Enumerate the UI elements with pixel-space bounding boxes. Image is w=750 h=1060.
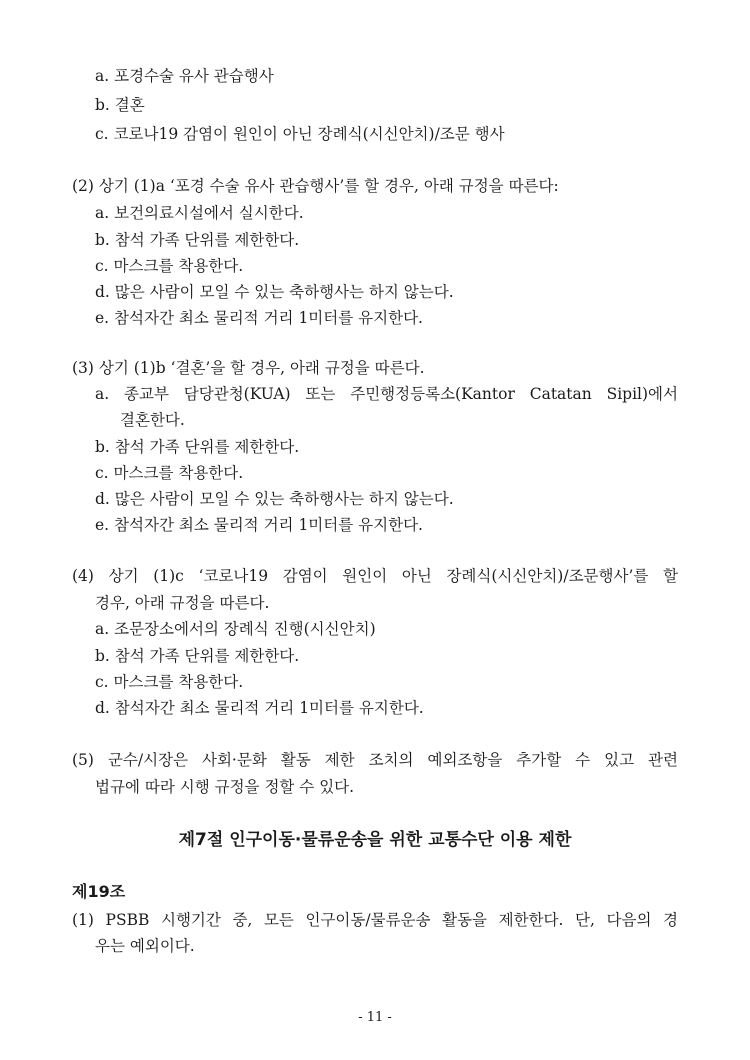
list-item-2c: c. 마스크를 착용한다.	[95, 257, 244, 275]
list-item-4b: b. 참석 가족 단위를 제한한다.	[95, 647, 300, 665]
article-clause-1-line2: 우는 예외이다.	[95, 937, 195, 955]
list-item-2a: a. 보건의료시설에서 실시한다.	[95, 204, 304, 222]
clause-3-title: (3) 상기 (1)b ‘결혼’을 할 경우, 아래 규정을 따른다.	[72, 359, 425, 377]
clause-5-line1: (5) 군수/시장은 사회·문화 활동 제한 조치의 예외조항을 추가할 수 있고 관련	[72, 751, 678, 769]
clause-2-title: (2) 상기 (1)a ‘포경 수술 유사 관습행사’를 할 경우, 아래 규정을 따른다:	[72, 177, 559, 195]
clause-4-title: (4) 상기 (1)c ‘코로나19 감염이 원인이 아닌 장례식(시신안치)/조문행사’를 할	[72, 567, 678, 585]
article-clause-1-line1: (1) PSBB 시행기간 중, 모든 인구이동/물류운송 활동을 제한한다. 단, 다음의 경	[72, 911, 678, 929]
list-item-1a: a. 포경수술 유사 관습행사	[95, 67, 274, 85]
clause-4-title-continued: 경우, 아래 규정을 따른다.	[95, 594, 270, 612]
page-number: - 11 -	[358, 1010, 392, 1025]
clause-5-line2: 법규에 따라 시행 규정을 정할 수 있다.	[95, 778, 355, 796]
list-item-3c: c. 마스크를 착용한다.	[95, 464, 244, 482]
list-item-2b: b. 참석 가족 단위를 제한한다.	[95, 231, 300, 249]
list-item-3b: b. 참석 가족 단위를 제한한다.	[95, 438, 300, 456]
list-item-3a-continued: 결혼한다.	[120, 411, 185, 429]
list-item-2e: e. 참석자간 최소 물리적 거리 1미터를 유지한다.	[95, 309, 423, 327]
list-item-2d: d. 많은 사람이 모일 수 있는 축하행사는 하지 않는다.	[95, 283, 454, 301]
list-item-3e: e. 참석자간 최소 물리적 거리 1미터를 유지한다.	[95, 516, 423, 534]
list-item-4d: d. 참석자간 최소 물리적 거리 1미터를 유지한다.	[95, 699, 424, 717]
section-heading: 제7절 인구이동·물류운송을 위한 교통수단 이용 제한	[178, 830, 572, 850]
list-item-3a: a. 종교부 담당관청(KUA) 또는 주민행정등록소(Kantor Catatan Sipil)에서	[95, 385, 678, 403]
list-item-4a: a. 조문장소에서의 장례식 진행(시신안치)	[95, 620, 376, 638]
list-item-3d: d. 많은 사람이 모일 수 있는 축하행사는 하지 않는다.	[95, 490, 454, 508]
list-item-1c: c. 코로나19 감염이 원인이 아닌 장례식(시신안치)/조문 행사	[95, 125, 505, 143]
list-item-1b: b. 결혼	[95, 96, 145, 114]
article-title: 제19조	[72, 882, 126, 901]
list-item-4c: c. 마스크를 착용한다.	[95, 673, 244, 691]
